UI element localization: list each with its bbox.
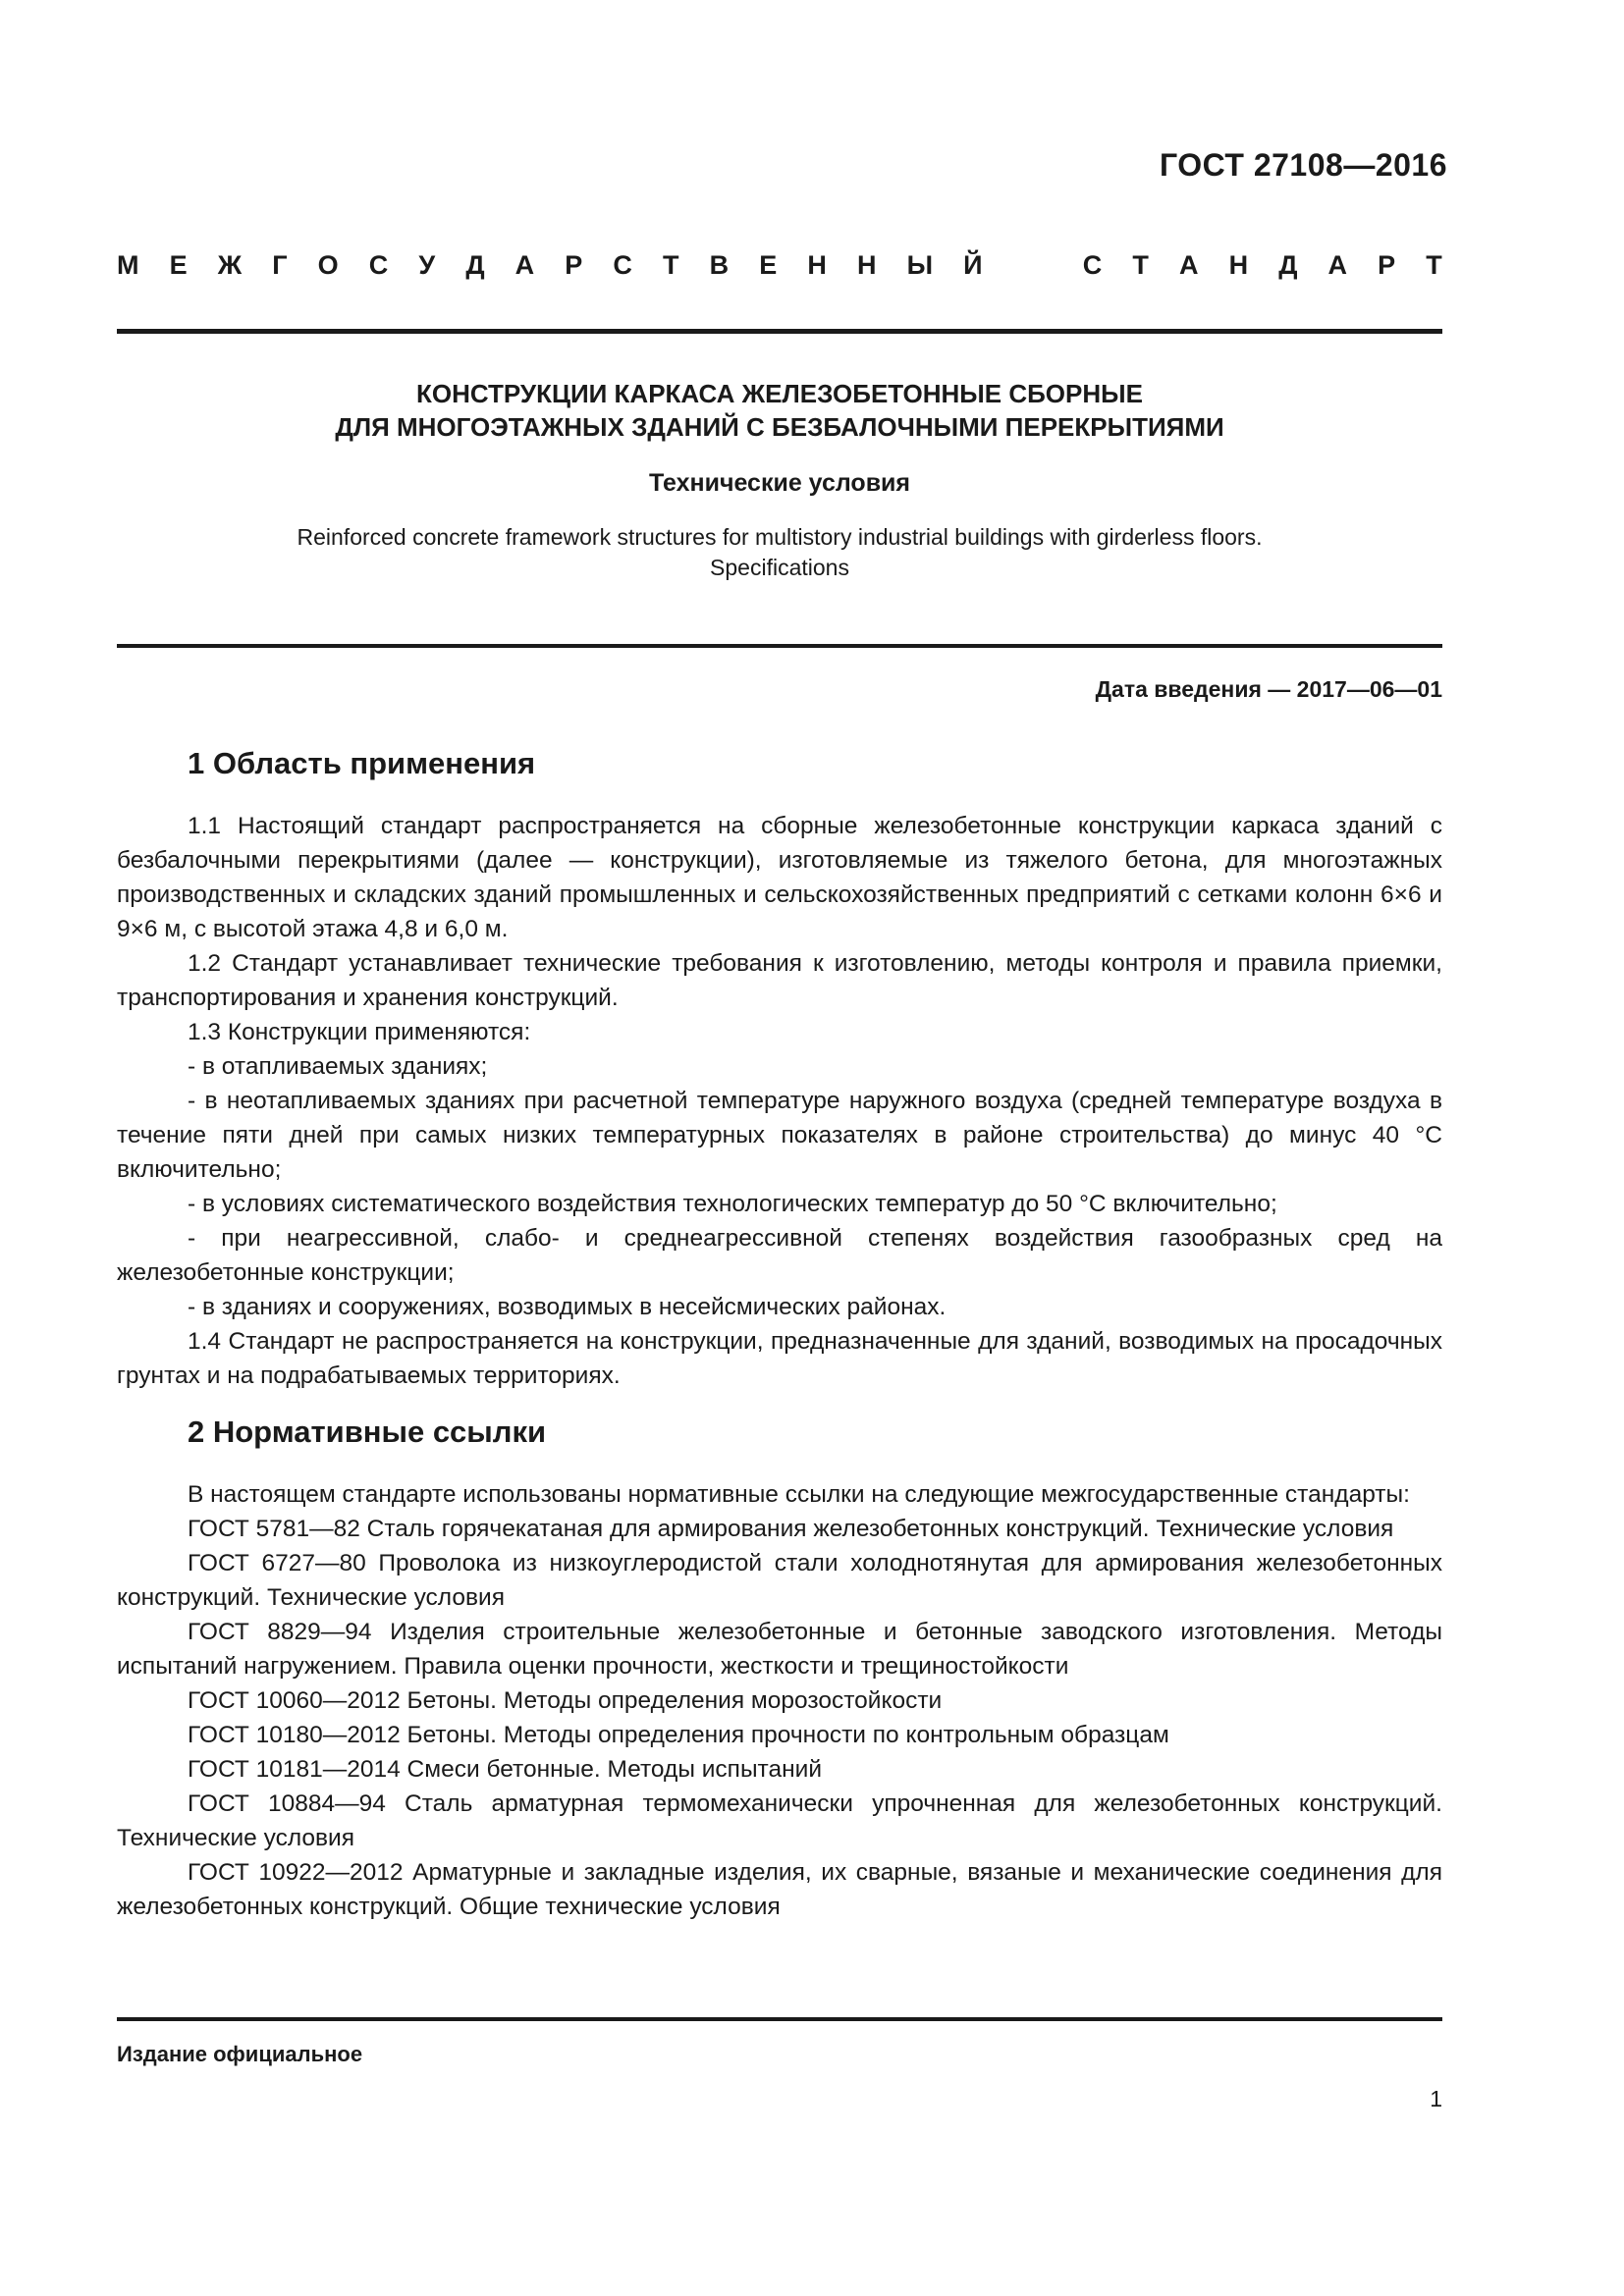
section-body xyxy=(117,1477,1442,1924)
standard-type-letter: Р xyxy=(565,250,583,280)
paragraph: - в отапливаемых зданиях; xyxy=(188,1053,488,1080)
footer-rule xyxy=(117,2017,1442,2021)
section-heading: 2 Нормативные ссылки xyxy=(188,1415,547,1449)
paragraph: - в неотапливаемых зданиях при расчетной температуре наружного воздуха (средней температуре воздуха в течение пяти дней при самых низких температурных показателях в районе строительства) до минус 40 °С включительно; xyxy=(117,1088,1442,1183)
english-title-line-1: Reinforced concrete framework structures for multistory industrial buildings with girderless floors. xyxy=(297,524,1263,550)
paragraph: ГОСТ 10060—2012 Бетоны. Методы определения морозостойкости xyxy=(188,1687,943,1714)
standard-type-letter: В xyxy=(709,250,730,280)
standard-type-letter: А xyxy=(514,250,535,280)
standard-type-letter: Н xyxy=(1228,250,1249,280)
english-title-line-2: Specifications xyxy=(710,555,849,580)
section-normative-references xyxy=(117,1415,1442,1924)
document-title-line-1: КОНСТРУКЦИИ КАРКАСА ЖЕЛЕЗОБЕТОННЫЕ СБОРНЫЕ xyxy=(416,379,1143,408)
standard-type-letter: Д xyxy=(1278,250,1298,280)
edition-label: Издание официальное xyxy=(117,2042,363,2066)
section-heading: 1 Область применения xyxy=(188,746,536,780)
standard-type-letter: Т xyxy=(663,250,679,280)
section-body xyxy=(117,809,1442,1393)
word-gap xyxy=(1013,250,1053,281)
page-number: 1 xyxy=(1430,2086,1442,2111)
document-number: ГОСТ 27108—2016 xyxy=(1159,147,1447,183)
standard-type-letter: Ы xyxy=(906,250,934,280)
paragraph: 1.2 Стандарт устанавливает технические требования к изготовлению, методы контроля и правила приемки, транспортирования и хранения конструкций. xyxy=(117,950,1442,1011)
paragraph: В настоящем стандарте использованы нормативные ссылки на следующие межгосударственные стандарты: xyxy=(188,1481,1410,1508)
document-title-line-2: ДЛЯ МНОГОЭТАЖНЫХ ЗДАНИЙ С БЕЗБАЛОЧНЫМИ ПЕРЕКРЫТИЯМИ xyxy=(335,412,1224,442)
standard-type-letter: Т xyxy=(1132,250,1149,280)
paragraph: - при неагрессивной, слабо- и среднеагрессивной степенях воздействия газообразных сред на железобетонные конструкции; xyxy=(117,1225,1442,1286)
paragraph: ГОСТ 6727—80 Проволока из низкоуглеродистой стали холоднотянутая для армирования железобетонных конструкций. Технические условия xyxy=(117,1550,1442,1611)
standard-type-letter: Н xyxy=(856,250,877,280)
standard-type-letter: Е xyxy=(169,250,188,280)
standard-type-letter: С xyxy=(1082,250,1103,280)
standard-type-letter: Й xyxy=(963,250,983,280)
introduction-date: Дата введения — 2017—06—01 xyxy=(1095,676,1442,702)
paragraph: ГОСТ 10922—2012 Арматурные и закладные изделия, их сварные, вязаные и механические соединения для железобетонных конструкций. Общие технические условия xyxy=(117,1859,1442,1920)
standard-type-letter: С xyxy=(368,250,389,280)
section-scope xyxy=(117,746,1442,1393)
title-block xyxy=(117,377,1442,583)
standard-type-letter: М xyxy=(117,250,139,280)
paragraph: ГОСТ 10180—2012 Бетоны. Методы определения прочности по контрольным образцам xyxy=(188,1722,1169,1748)
paragraph: 1.4 Стандарт не распространяется на конструкции, предназначенные для зданий, возводимых на просадочных грунтах и на подрабатываемых территориях. xyxy=(117,1328,1442,1389)
paragraph: 1.3 Конструкции применяются: xyxy=(188,1019,531,1045)
standard-type-letter: Ж xyxy=(217,250,243,280)
standard-type-heading xyxy=(117,250,1442,281)
standard-type-letter: А xyxy=(1178,250,1199,280)
paragraph: 1.1 Настоящий стандарт распространяется на сборные железобетонные конструкции каркаса зданий с безбалочными перекрытиями (далее — конструкции), изготовляемые из тяжелого бетона, для многоэтажных производственных и складских зданий промышленных и сельскохозяйственных предприятий с сетками колонн 6×6 и 9×6 м, с высотой этажа 4,8 и 6,0 м. xyxy=(117,813,1442,942)
standard-type-letter: Р xyxy=(1378,250,1396,280)
paragraph: - в зданиях и сооружениях, возводимых в несейсмических районах. xyxy=(188,1294,947,1320)
standard-type-letter: У xyxy=(418,250,436,280)
paragraph: ГОСТ 8829—94 Изделия строительные железобетонные и бетонные заводского изготовления. Методы испытаний нагружением. Правила оценки прочности, жесткости и трещиностойкости xyxy=(117,1619,1442,1680)
english-title xyxy=(117,522,1442,583)
paragraph: ГОСТ 10884—94 Сталь арматурная термомеханически упрочненная для железобетонных конструкций. Технические условия xyxy=(117,1790,1442,1851)
standard-type-letter: Е xyxy=(759,250,778,280)
standard-type-letter: Т xyxy=(1426,250,1442,280)
standard-type-letter: Д xyxy=(465,250,485,280)
standard-type-letter: Г xyxy=(272,250,288,280)
paragraph: ГОСТ 5781—82 Сталь горячекатаная для армирования железобетонных конструкций. Технические условия xyxy=(188,1516,1394,1542)
standard-type-letter: А xyxy=(1327,250,1348,280)
standard-type-letter: С xyxy=(613,250,632,280)
paragraph: ГОСТ 10181—2014 Смеси бетонные. Методы испытаний xyxy=(188,1756,823,1783)
document-subtitle: Технические условия xyxy=(648,469,911,497)
header-rule xyxy=(117,329,1442,334)
paragraph: - в условиях систематического воздействия технологических температур до 50 °С включительно; xyxy=(188,1191,1277,1217)
standard-type-letter: Н xyxy=(807,250,827,280)
standard-type-letter: О xyxy=(317,250,339,280)
title-rule xyxy=(117,644,1442,648)
